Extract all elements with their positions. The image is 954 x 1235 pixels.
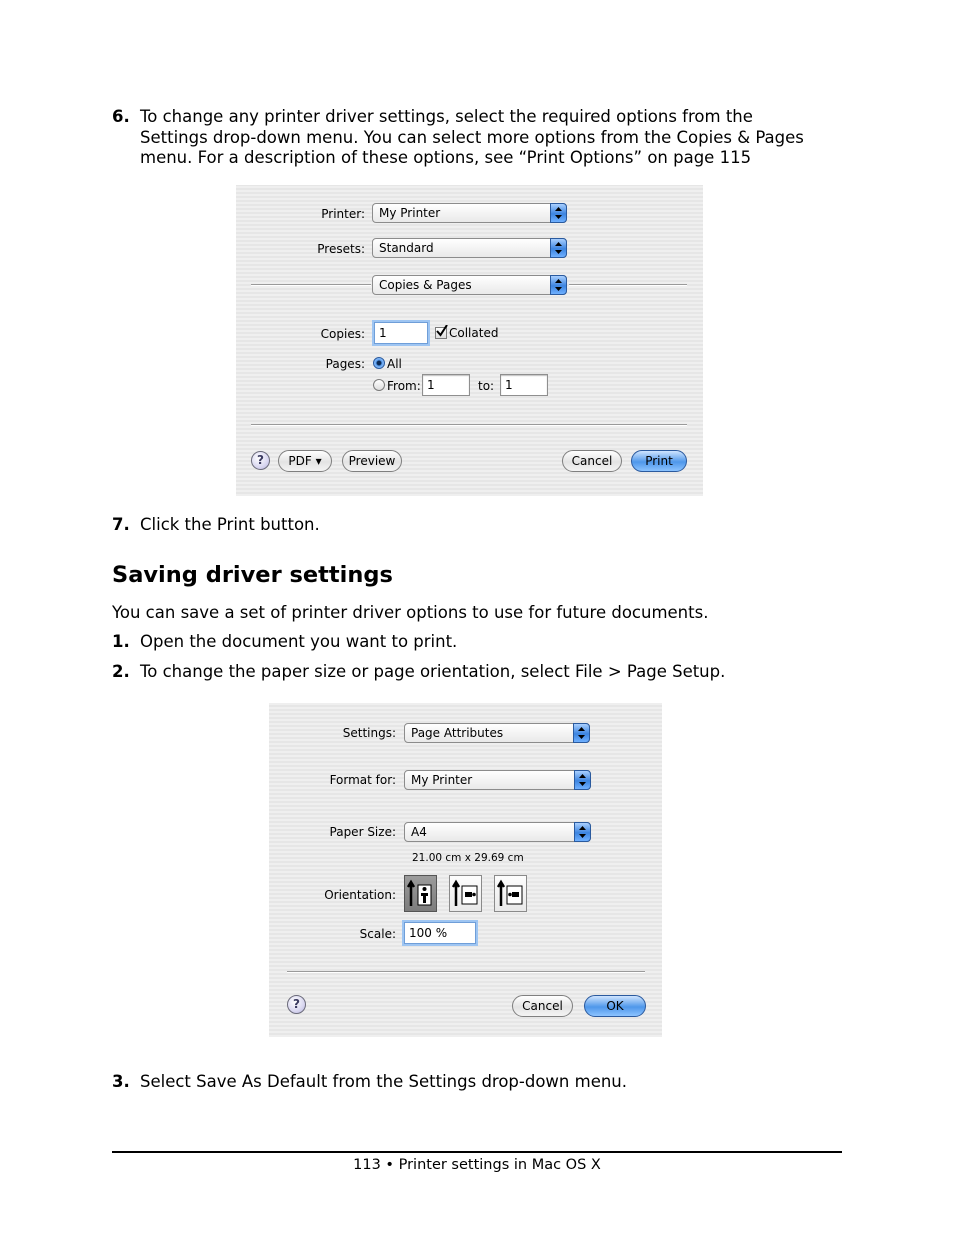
updown-arrows-icon (573, 723, 590, 743)
cancel-button[interactable]: Cancel (512, 995, 573, 1017)
to-value: 1 (505, 378, 513, 392)
help-button[interactable]: ? (287, 995, 306, 1014)
orientation-landscape-button[interactable] (449, 875, 482, 912)
paper-size-value: A4 (411, 825, 427, 839)
pages-label: Pages: (325, 357, 365, 371)
landscape-icon (450, 876, 481, 911)
paper-size-label: Paper Size: (329, 825, 396, 839)
separator (569, 284, 687, 286)
checkmark-icon (436, 325, 448, 337)
pages-all-radio[interactable] (373, 357, 385, 369)
format-popup[interactable] (404, 770, 591, 790)
from-value: 1 (427, 378, 435, 392)
separator (251, 424, 687, 426)
step-number: 2. (112, 662, 130, 681)
scale-value: 100 % (409, 926, 448, 940)
separator (287, 971, 645, 973)
presets-popup[interactable] (372, 238, 567, 258)
orientation-label: Orientation: (324, 888, 396, 902)
format-value: My Printer (411, 773, 473, 787)
pdf-button[interactable]: PDF ▾ (278, 450, 332, 472)
ok-button[interactable]: OK (584, 995, 646, 1017)
presets-label: Presets: (317, 242, 365, 256)
footer-rule (112, 1151, 842, 1153)
preview-button[interactable]: Preview (342, 450, 402, 472)
panel-value: Copies & Pages (379, 278, 472, 292)
cancel-button[interactable]: Cancel (562, 450, 622, 472)
step-line: To change any printer driver settings, select the required options from the (140, 107, 753, 126)
paper-dimensions: 21.00 cm x 29.69 cm (412, 852, 524, 864)
step-text: Select Save As Default from the Settings drop-down menu. (140, 1072, 628, 1091)
step-text (140, 107, 840, 169)
from-label: From: (387, 379, 421, 393)
orientation-portrait-button[interactable] (404, 875, 437, 912)
step-text: Click the Print button. (140, 515, 320, 534)
printer-value: My Printer (379, 206, 441, 220)
section-heading: Saving driver settings (112, 562, 393, 588)
settings-label: Settings: (342, 726, 396, 740)
panel-popup[interactable] (372, 275, 567, 295)
updown-arrows-icon (574, 770, 591, 790)
copies-label: Copies: (320, 327, 365, 341)
updown-arrows-icon (550, 203, 567, 223)
to-label: to: (478, 379, 495, 393)
step-number: 3. (112, 1072, 130, 1091)
help-button[interactable]: ? (251, 451, 270, 470)
page-setup-dialog (269, 703, 662, 1037)
step-number: 1. (112, 632, 130, 651)
printer-popup[interactable] (372, 203, 567, 223)
scale-input[interactable] (404, 922, 476, 944)
separator (251, 284, 371, 286)
copies-input[interactable] (374, 322, 428, 344)
all-label: All (387, 357, 402, 371)
step-number: 7. (112, 515, 130, 534)
paper-size-popup[interactable] (404, 822, 591, 842)
collated-label: Collated (449, 326, 499, 340)
pages-from-radio[interactable] (373, 379, 385, 391)
section-intro: You can save a set of printer driver options to use for future documents. (112, 603, 709, 622)
orientation-reverse-landscape-button[interactable] (494, 875, 527, 912)
reverse-landscape-icon (495, 876, 526, 911)
copies-value: 1 (379, 326, 387, 340)
portrait-icon (405, 876, 436, 911)
step-line: menu. For a description of these options, see “Print Options” on page 115 (140, 148, 752, 167)
step-line: Settings drop-down menu. You can select more options from the Copies & Pages (140, 127, 804, 147)
updown-arrows-icon (574, 822, 591, 842)
scale-label: Scale: (359, 927, 396, 941)
step-text: To change the paper size or page orientation, select File > Page Setup. (140, 662, 726, 681)
updown-arrows-icon (550, 275, 567, 295)
settings-value: Page Attributes (411, 726, 504, 740)
to-input[interactable] (500, 374, 548, 396)
presets-value: Standard (379, 241, 434, 255)
print-dialog (236, 185, 703, 496)
print-button[interactable]: Print (631, 450, 687, 472)
settings-popup[interactable] (404, 723, 590, 743)
step-text: Open the document you want to print. (140, 632, 458, 651)
step-number: 6. (112, 107, 130, 126)
printer-label: Printer: (321, 207, 365, 221)
format-label: Format for: (329, 773, 396, 787)
updown-arrows-icon (550, 238, 567, 258)
collated-checkbox[interactable] (435, 327, 447, 339)
page-footer: 113 • Printer settings in Mac OS X (353, 1157, 601, 1173)
from-input[interactable] (422, 374, 470, 396)
